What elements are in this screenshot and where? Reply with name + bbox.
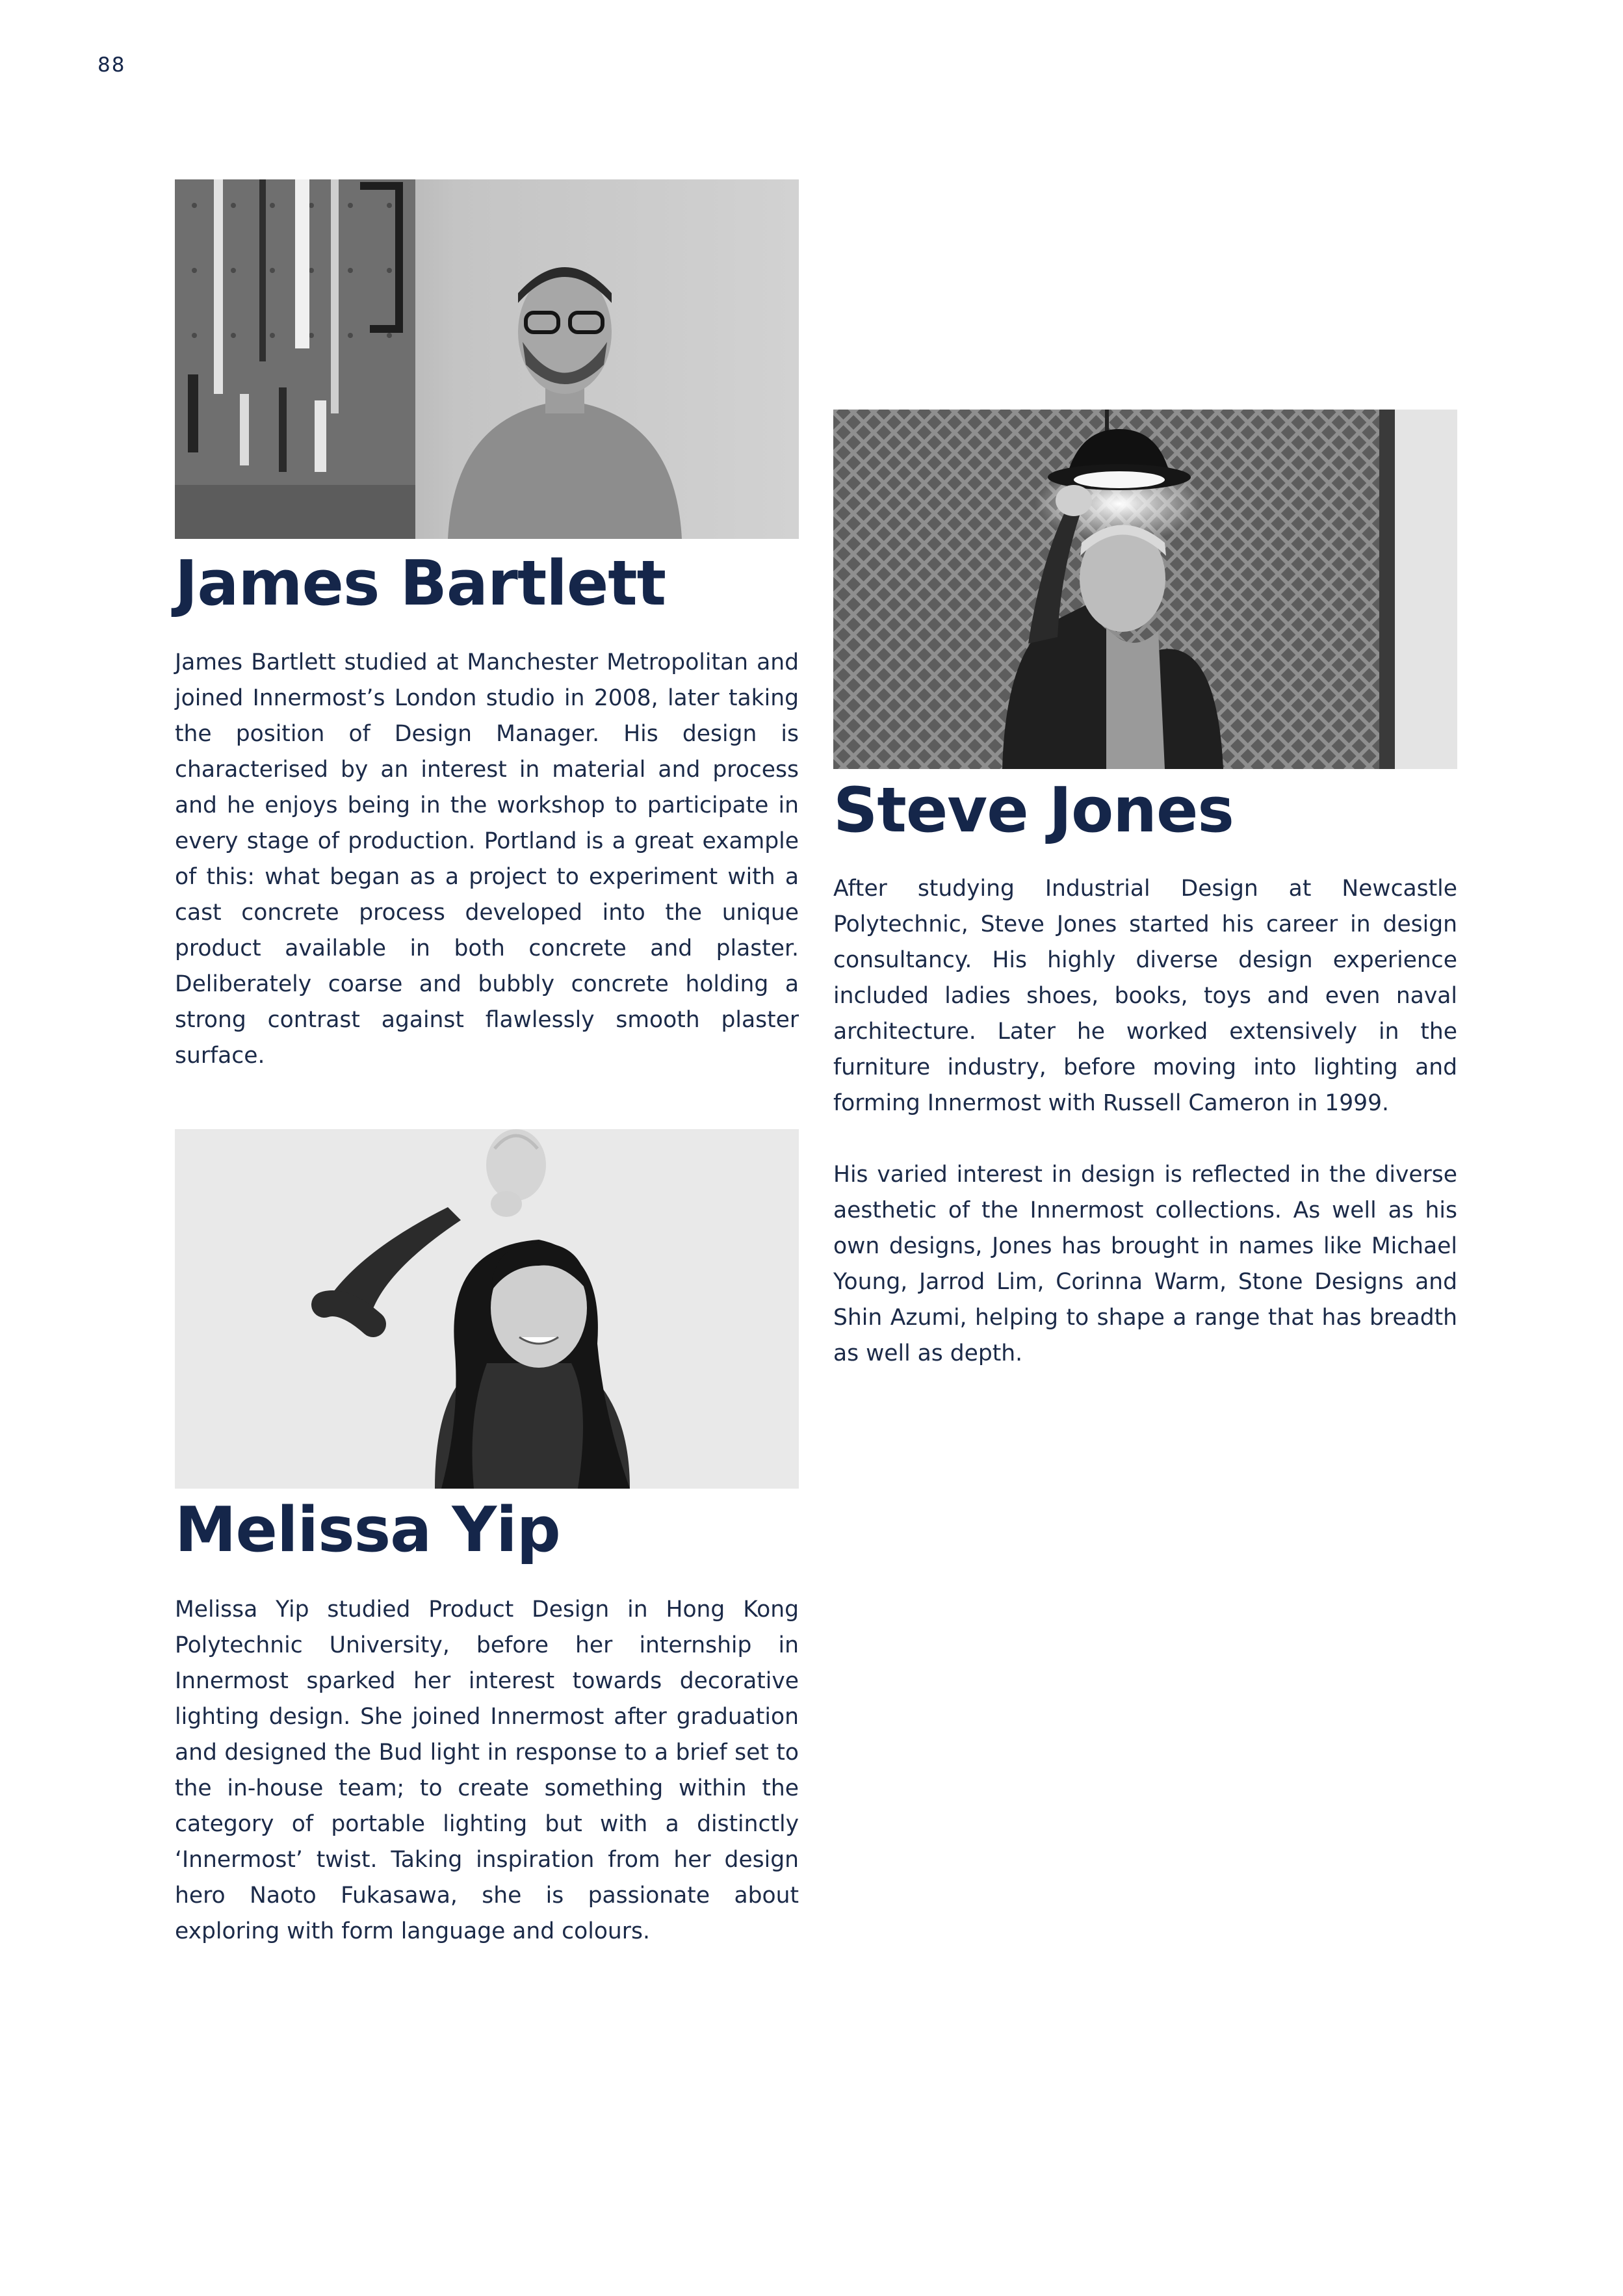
bio-paragraph: After studying Industrial Design at Newcastle Polytechnic, Steve Jones started his career in design consultancy. His highly diverse design experience included ladies shoes, books, toys and even naval architecture. Later he worked extensively in the furniture industry, before moving into lighting and forming Innermost with Russell Cameron in 1999. [833, 876, 1457, 1116]
portrait-steve-jones [833, 410, 1457, 769]
bio-james-bartlett [175, 645, 799, 1074]
portrait-melissa-yip [175, 1129, 799, 1489]
name-james-bartlett: James Bartlett [175, 548, 666, 620]
bio-steve-jones [833, 871, 1457, 1372]
name-melissa-yip: Melissa Yip [175, 1494, 560, 1566]
bio-paragraph: James Bartlett studied at Manchester Metropolitan and joined Innermost’s London studio in 2008, later taking the position of Design Manager. His design is characterised by an interest in material and process and he enjoys being in the workshop to participate in every stage of production. Portland is a great example of this: what began as a project to experiment with a cast concrete process developed into the unique product available in both concrete and plaster. Deliberately coarse and bubbly concrete holding a strong contrast against flawlessly smooth plaster surface. [175, 649, 799, 1069]
bio-paragraph: Melissa Yip studied Product Design in Hong Kong Polytechnic University, before her internship in Innermost sparked her interest towards decorative lighting design. She joined Innermost after graduation and designed the Bud light in response to a brief set to the in-house team; to create something within the category of portable lighting but with a distinctly ‘Innermost’ twist. Taking inspiration from her design hero Naoto Fukasawa, she is passionate about exploring with form language and colours. [175, 1597, 799, 1944]
bio-paragraph: His varied interest in design is reflected in the diverse aesthetic of the Innermost collections. As well as his own designs, Jones has brought in names like Michael Young, Jarrod Lim, Corinna Warm, Stone Designs and Shin Azumi, helping to shape a range that has breadth as well as depth. [833, 1162, 1457, 1366]
portrait-james-bartlett [175, 179, 799, 539]
bio-melissa-yip [175, 1592, 799, 1950]
name-steve-jones: Steve Jones [833, 775, 1234, 846]
page-number: 88 [97, 53, 126, 77]
